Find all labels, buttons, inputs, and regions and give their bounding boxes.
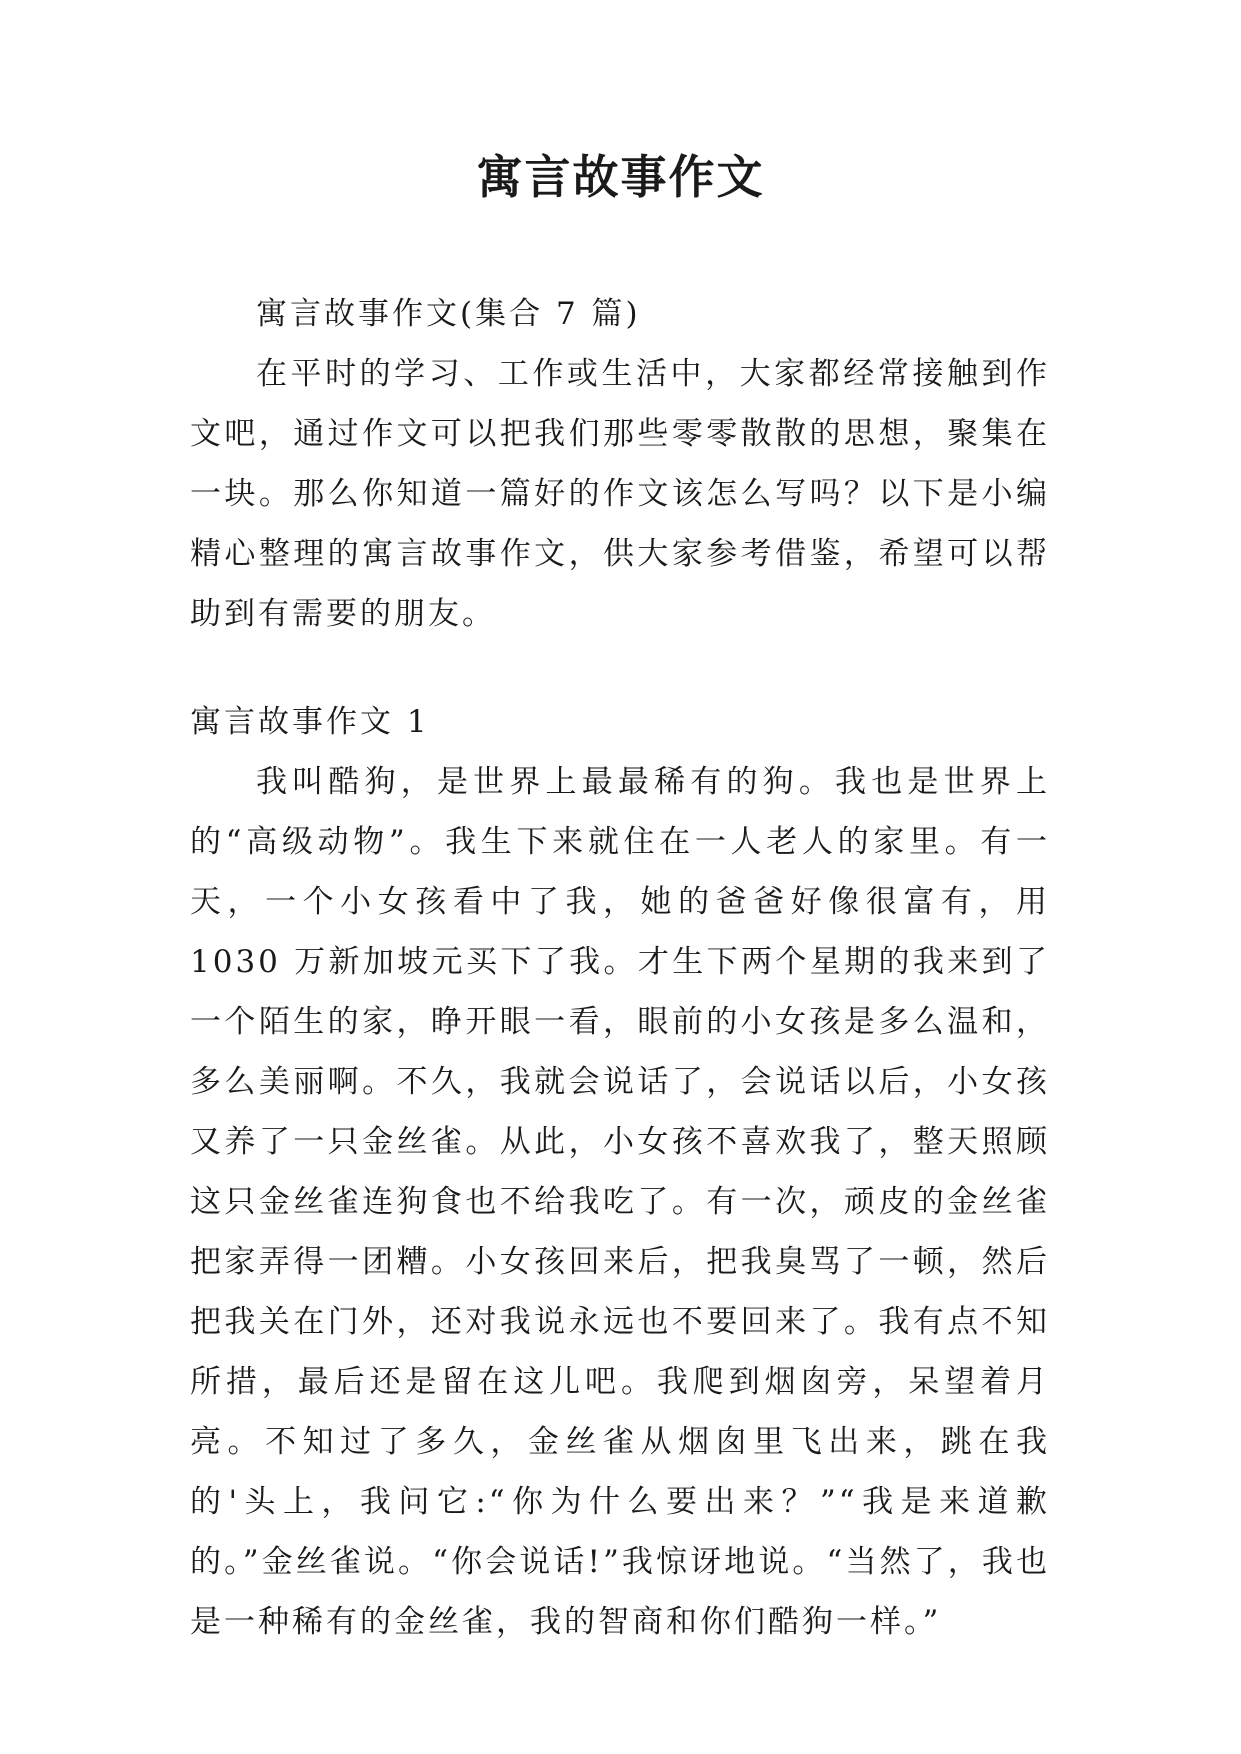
document-title: 寓言故事作文 bbox=[476, 150, 765, 204]
section-heading: 寓言故事作文 1 bbox=[190, 704, 430, 740]
document-subtitle: 寓言故事作文(集合 7 篇) bbox=[256, 296, 641, 332]
section-1 bbox=[190, 692, 1050, 1652]
intro-paragraph: 在平时的学习、工作或生活中，大家都经常接触到作文吧，通过作文可以把我们那些零零散散的思想，聚集在一块。那么你知道一篇好的作文该怎么写吗？以下是小编精心整理的寓言故事作文，供大家参考借鉴，希望可以帮助到有需要的朋友。 bbox=[190, 356, 1050, 632]
intro-block bbox=[190, 284, 1050, 644]
section-paragraph: 我叫酷狗，是世界上最最稀有的狗。我也是世界上的“高级动物”。我生下来就住在一人老人的家里。有一天，一个小女孩看中了我，她的爸爸好像很富有，用 1030 万新加坡元买下了我。才生下两个星期的我来到了一个陌生的家，睁开眼一看，眼前的小女孩是多么温和，多么美丽啊。不久，我就会说话了，会说话以后，小女孩又养了一只金丝雀。从此，小女孩不喜欢我了，整天照顾这只金丝雀连狗食也不给我吃了。有一次，顽皮的金丝雀把家弄得一团糟。小女孩回来后，把我臭骂了一顿，然后把我关在门外，还对我说永远也不要回来了。我有点不知所措，最后还是留在这儿吧。我爬到烟囱旁，呆望着月亮。不知过了多久，金丝雀从烟囱里飞出来，跳在我的'头上，我问它:“你为什么要出来？”“我是来道歉的。”金丝雀说。“你会说话!”我惊讶地说。“当然了，我也是一种稀有的金丝雀，我的智商和你们酷狗一样。” bbox=[190, 764, 1050, 1640]
